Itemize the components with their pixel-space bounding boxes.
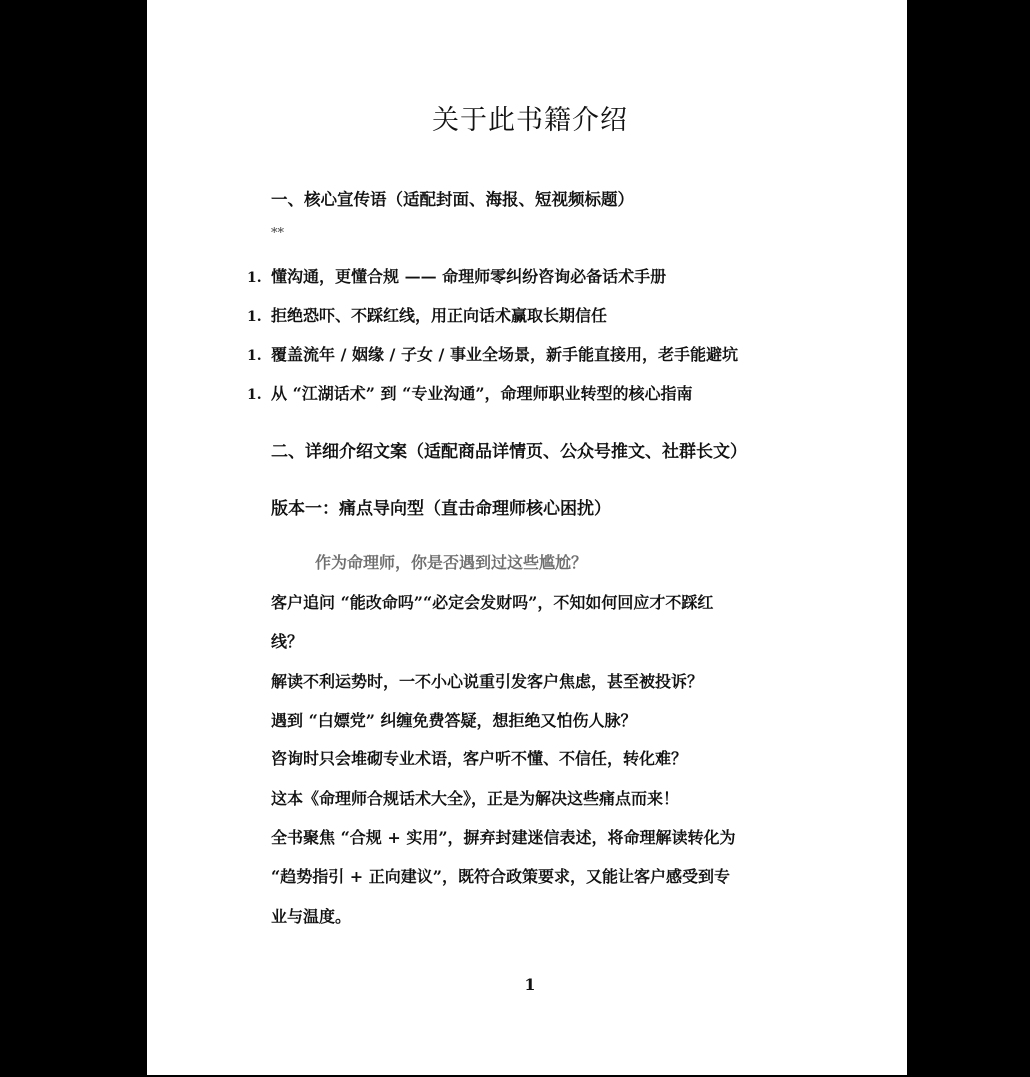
slogan-item	[247, 381, 693, 404]
slogan-number: 1.	[247, 348, 262, 364]
paragraph-line: 业与温度。	[271, 907, 352, 926]
paragraph-line: 客户追问 “能改命吗”“必定会发财吗”，不知如何回应才不踩红	[271, 593, 714, 612]
slogan-item	[247, 342, 738, 365]
paragraph-line: 线？	[271, 632, 304, 651]
slogan-text: 覆盖流年 / 姻缘 / 子女 / 事业全场景，新手能直接用，老手能避坑	[271, 345, 738, 364]
paragraph-line: 全书聚焦 “合规 + 实用”，摒弃封建迷信表述，将命理解读转化为	[271, 828, 736, 847]
slogan-item	[247, 264, 666, 287]
section2-heading: 二、详细介绍文案（适配商品详情页、公众号推文、社群长文）	[271, 442, 747, 462]
slogan-number: 1.	[247, 387, 262, 403]
document-page	[147, 0, 907, 1075]
slogan-text: 从 “江湖话术” 到 “专业沟通”，命理师职业转型的核心指南	[271, 384, 693, 403]
slogan-text: 懂沟通，更懂合规 —— 命理师零纠纷咨询必备话术手册	[271, 267, 667, 286]
paragraph-line: 遇到 “白嫖党” 纠缠免费答疑，想拒绝又怕伤人脉？	[271, 711, 637, 730]
slogan-number: 1.	[247, 309, 262, 325]
slogan-number: 1.	[247, 270, 262, 286]
paragraph-line: “趋势指引 + 正向建议”，既符合政策要求，又能让客户感受到专	[271, 867, 730, 886]
stars-marker: **	[271, 226, 284, 241]
intro-question: 作为命理师，你是否遇到过这些尴尬？	[315, 553, 588, 572]
paragraph-line: 咨询时只会堆砌专业术语，客户听不懂、不信任，转化难？	[271, 749, 688, 768]
page-number: 1	[524, 975, 536, 994]
paragraph-line: 这本《命理师合规话术大全》，正是为解决这些痛点而来！	[271, 789, 680, 808]
document-title: 关于此书籍介绍	[432, 105, 628, 136]
slogan-text: 拒绝恐吓、不踩红线，用正向话术赢取长期信任	[271, 306, 608, 325]
section1-heading: 一、核心宣传语（适配封面、海报、短视频标题）	[271, 190, 634, 209]
slogan-item	[247, 303, 607, 326]
paragraph-line: 解读不利运势时，一不小心说重引发客户焦虑，甚至被投诉？	[271, 672, 704, 691]
version1-heading: 版本一：痛点导向型（直击命理师核心困扰）	[271, 499, 611, 519]
